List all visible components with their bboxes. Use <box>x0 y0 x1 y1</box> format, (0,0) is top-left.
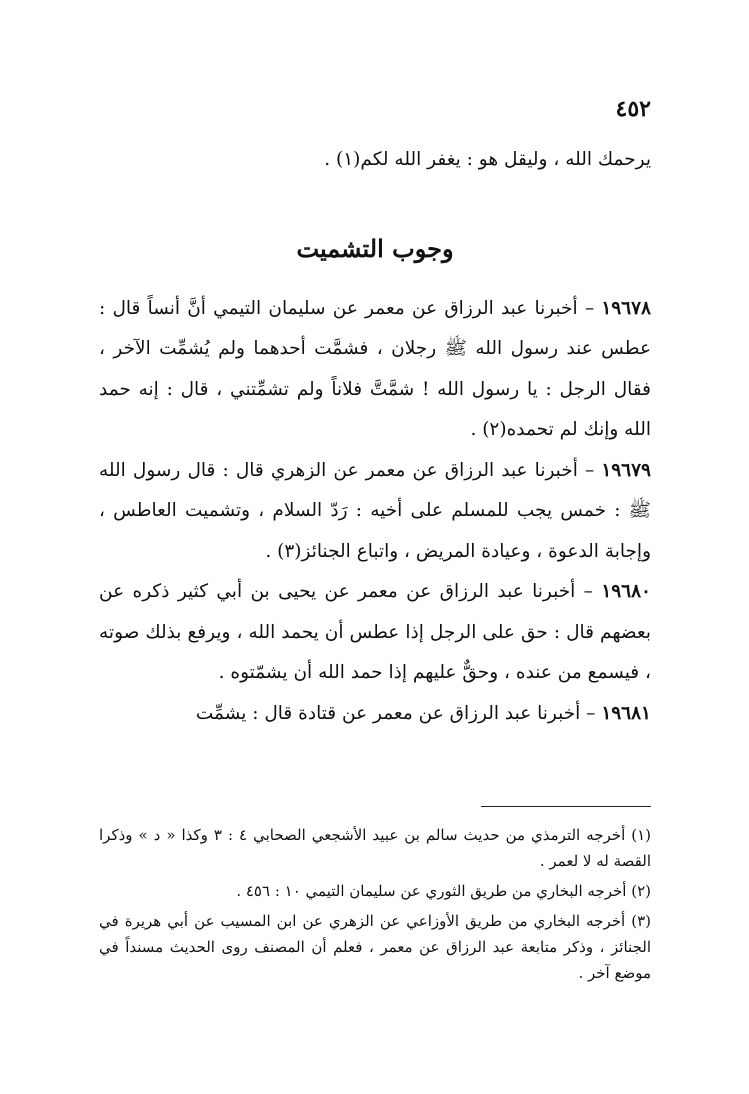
hadith-text: – أخبرنا عبد الرزاق عن معمر عن الزهري قال : قال رسول الله ﷺ : خمس يجب للمسلم على أخيه : رَدّ السلام ، وتشميت العاطس ، وإجابة الدعوة ، وعيادة المريض ، واتباع الجنائز(٣) . <box>99 459 651 562</box>
footnotes <box>99 822 651 990</box>
continuation-line: يرحمك الله ، وليقل هو : يغفر الله لكم(١) . <box>324 149 651 170</box>
footnote: (٢) أخرجه البخاري من طريق الثوري عن سليمان التيمي ١٠ : ٤٥٦ . <box>236 882 651 900</box>
hadith-paragraph <box>99 572 651 694</box>
footnote: (٣) أخرجه البخاري من طريق الأوزاعي عن الزهري عن ابن المسيب عن أبي هريرة في الجنائز ، وذكر متابعة عبد الرزاق عن معمر ، فعلم أن المصنف روى الحديث مسنداً في موضع آخر . <box>99 912 651 982</box>
hadith-number: ١٩٦٧٨ <box>601 297 651 319</box>
section-heading: وجوب التشميت <box>296 233 454 263</box>
hadith-text: – أخبرنا عبد الرزاق عن معمر عن يحيى بن أبي كثير ذكره عن بعضهم قال : حق على الرجل إذا عطس أن يحمد الله ، ويرفع بذلك صوته ، فيسمع من عنده ، وحقٌّ عليهم إذا حمد الله أن يشمّتوه . <box>99 581 651 683</box>
hadith-number: ١٩٦٧٩ <box>601 459 651 481</box>
hadith-number: ١٩٦٨١ <box>601 702 651 724</box>
footnote-separator <box>481 806 651 807</box>
hadith-paragraph <box>99 451 651 573</box>
hadith-text: – أخبرنا عبد الرزاق عن معمر عن سليمان التيمي أنَّ أنساً قال : عطس عند رسول الله ﷺ رجلان ، فشمَّت أحدهما ولم يُشمِّت الآخر ، فقال الرجل : يا رسول الله ! شمَّتَّ فلاناً ولم تشمِّتني ، قال : إنه حمد الله وإنك لم تحمده(٢) . <box>99 297 651 440</box>
hadith-paragraph <box>99 289 651 451</box>
hadith-text: – أخبرنا عبد الرزاق عن معمر عن قتادة قال : يشمِّت <box>195 702 596 724</box>
hadith-paragraph <box>99 694 651 735</box>
page-number: ٤٥٢ <box>615 96 651 122</box>
footnote: (١) أخرجه الترمذي من حديث سالم بن عبيد الأشجعي الصحابي ٤ : ٣ وكذا « د » وذكرا القصة له لا لعمر . <box>99 826 652 870</box>
hadith-number: ١٩٦٨٠ <box>601 581 651 602</box>
main-text <box>99 140 651 734</box>
